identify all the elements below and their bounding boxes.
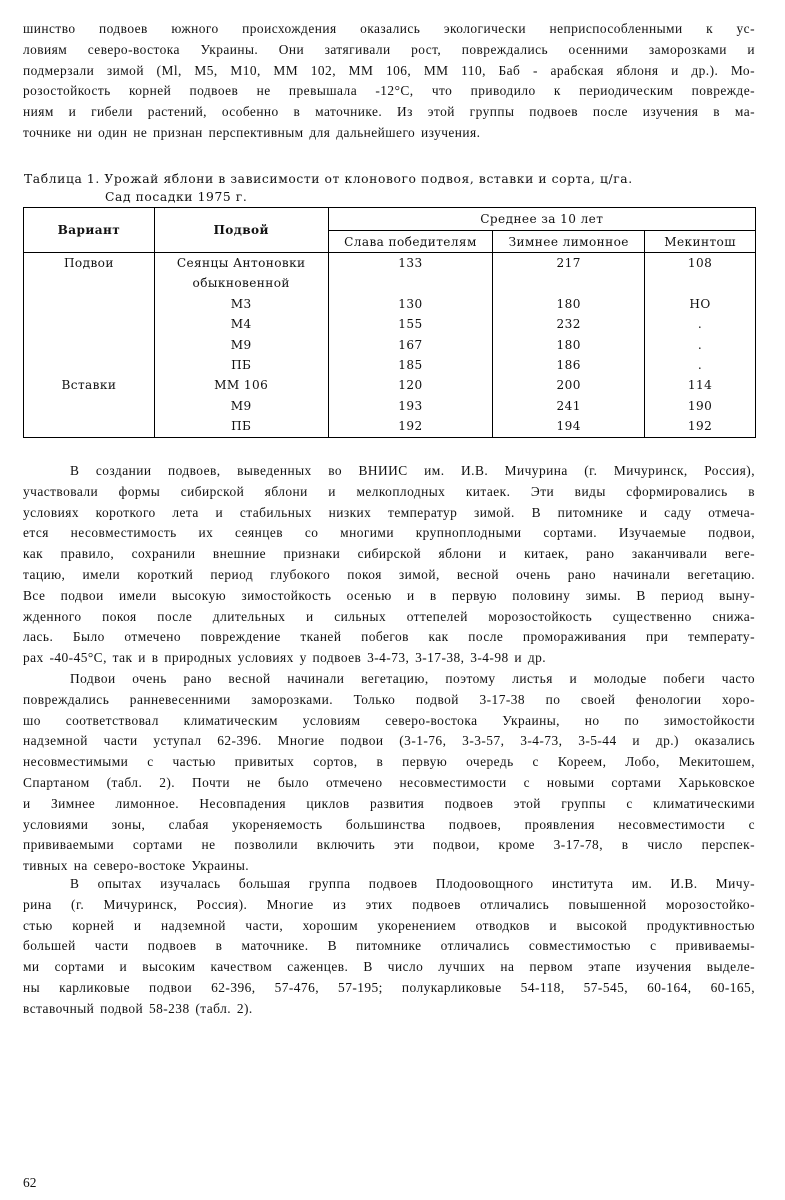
table-row: [24, 314, 756, 334]
cell-rootstock: ПБ: [154, 355, 328, 375]
table-row: [24, 273, 756, 293]
text-line: подмерзали зимой (Ml, M5, M10, MM 102, MM 106, MM 110, Баб - арабская яблоня и др.). Мо-: [23, 62, 755, 78]
cell-mekintosh: .: [645, 335, 756, 355]
cell-variant: [24, 335, 155, 355]
cell-rootstock: Сеянцы Антоновки: [154, 253, 328, 274]
cell-rootstock: ММ 106: [154, 375, 328, 395]
table-row: [24, 253, 756, 274]
text-line: В создании подвоев, выведенных во ВНИИС им. И.В. Мичурина (г. Мичуринск, Россия),: [70, 463, 755, 478]
text-line: надземной части уступал 62-396. Многие подвои (3-1-76, 3-3-57, 3-4-73, 3-5-44 и др.) оказались: [23, 733, 755, 749]
text-line: ловиям северо-востока Украины. Они затягивали рост, повреждались осенними заморозками и: [23, 41, 755, 57]
text-line: условиях короткого лета и стабильных низких температур зимой. В питомнике и саду отмеча-: [23, 504, 755, 520]
page-number: 62: [23, 1175, 37, 1190]
cell-slava: 120: [328, 375, 493, 395]
cell-mekintosh: 108: [645, 253, 756, 274]
text-line: рах -40-45°С, так и в природных условиях у подвоев 3-4-73, 3-17-38, 3-4-98 и др.: [23, 650, 547, 666]
table-row: [24, 416, 756, 437]
cell-slava: 130: [328, 294, 493, 314]
table-row: [24, 335, 756, 355]
cell-variant: [24, 273, 155, 293]
text-line: рина (г. Мичуринск, Россия). Многие из этих подвоев отличались повышенной морозостойко-: [23, 896, 755, 912]
table-caption: Таблица 1. Урожай яблони в зависимости от клонового подвоя, вставки и сорта, ц/га.: [24, 172, 633, 186]
text-line: Подвои очень рано весной начинали вегетацию, поэтому листья и молодые побеги часто: [70, 671, 755, 686]
text-line: ниям и гибели растений, особенно в маточнике. Из этой группы подвоев после изучения в ма-: [23, 104, 755, 120]
header-zimnee: Зимнее лимонное: [493, 231, 645, 253]
cell-slava: 167: [328, 335, 493, 355]
cell-zimnee: 194: [493, 416, 645, 437]
cell-zimnee: [493, 273, 645, 293]
cell-mekintosh: 192: [645, 416, 756, 437]
cell-slava: 193: [328, 396, 493, 416]
cell-rootstock: обыкновенной: [154, 273, 328, 293]
cell-zimnee: 180: [493, 335, 645, 355]
cell-variant: [24, 294, 155, 314]
table-subcaption: Сад посадки 1975 г.: [105, 190, 248, 204]
cell-mekintosh: .: [645, 314, 756, 334]
text-line: розостойкость корней подвоев не превышала -12°С, что приводило к периодическим поврежде-: [23, 83, 755, 99]
text-line: точнике ни один не признан перспективным для дальнейшего изучения.: [23, 124, 481, 140]
header-variant: Вариант: [24, 208, 155, 253]
cell-variant: Подвои: [24, 253, 155, 274]
header-group-10yr-average: Среднее за 10 лет: [328, 208, 755, 231]
cell-variant: [24, 314, 155, 334]
paragraph-vniis-rootstocks: [23, 461, 755, 669]
cell-mekintosh: НО: [645, 294, 756, 314]
text-line: тацию, имели короткий период глубокого покоя зимой, весной очень рано начинали вегетацию.: [23, 566, 755, 582]
text-line: шинство подвоев южного происхождения оказались экологически неприспособленными к ус-: [23, 21, 755, 36]
cell-rootstock: ПБ: [154, 416, 328, 437]
table-row: [24, 355, 756, 375]
cell-variant: [24, 396, 155, 416]
cell-variant: Вставки: [24, 375, 155, 395]
table-row: [24, 375, 756, 395]
cell-zimnee: 241: [493, 396, 645, 416]
text-line: ны карликовые подвои 62-396, 57-476, 57-195; полукарликовые 54-118, 57-545, 60-164, 60-165,: [23, 979, 755, 995]
cell-slava: 192: [328, 416, 493, 437]
header-mekintosh: Мекинтош: [645, 231, 756, 253]
text-line: несовместимыми с частью привитых сортов, в первую очередь с Кореем, Лобо, Мекитошем,: [23, 754, 755, 770]
cell-slava: [328, 273, 493, 293]
text-line: Все подвои имели высокую зимостойкость осенью и в первую половину зимы. В период выну-: [23, 587, 755, 603]
text-line: участвовали формы сибирской яблони и мелкоплодных китаек. Эти виды сформировались в: [23, 483, 755, 499]
cell-zimnee: 217: [493, 253, 645, 274]
table-row: [24, 396, 756, 416]
cell-mekintosh: 190: [645, 396, 756, 416]
cell-slava: 133: [328, 253, 493, 274]
paragraph-michurin-institute: [23, 874, 755, 1020]
cell-zimnee: 232: [493, 314, 645, 334]
cell-rootstock: М9: [154, 335, 328, 355]
cell-slava: 185: [328, 355, 493, 375]
paragraph-early-vegetation: [23, 669, 755, 877]
cell-slava: 155: [328, 314, 493, 334]
text-line: большей части подвоев в маточнике. В питомнике отличались совместимостью с прививаемы-: [23, 938, 755, 954]
text-line: жденного покоя после длительных и сильных оттепелей морозостойкость существенно снижа-: [23, 608, 755, 624]
cell-mekintosh: [645, 273, 756, 293]
cell-rootstock: М9: [154, 396, 328, 416]
cell-rootstock: М4: [154, 314, 328, 334]
text-line: Спартаном (табл. 2). Почти не было отмечено несовместимости с новыми сортами Харьковское: [23, 774, 755, 790]
cell-rootstock: М3: [154, 294, 328, 314]
text-line: шо соответствовал климатическим условиям северо-востока Украины, но по зимостойкости: [23, 712, 755, 728]
text-line: лась. Было отмечено повреждение тканей побегов как после промораживания при температу-: [23, 629, 755, 645]
text-line: тивных на северо-востоке Украины.: [23, 858, 250, 874]
cell-variant: [24, 355, 155, 375]
intro-paragraph: [23, 19, 755, 144]
text-line: условиями зоны, слабая укореняемость большинства подвоев, проявления несовместимости с: [23, 816, 755, 832]
header-rootstock: Подвой: [154, 208, 328, 253]
text-line: и Зимнее лимонное. Несовпадения циклов развития подвоев этой группы с климатическими: [23, 795, 755, 811]
cell-variant: [24, 416, 155, 437]
cell-zimnee: 200: [493, 375, 645, 395]
text-line: как правило, сохранили внешние признаки сибирской яблони и китаек, рано заканчивали веге-: [23, 546, 755, 562]
cell-mekintosh: 114: [645, 375, 756, 395]
yield-table: [23, 207, 756, 438]
text-line: стью корней и надземной части, хорошим укоренением отводков и высокой продуктивностью: [23, 917, 755, 933]
text-line: прививаемыми сортами не позволили включить эти подвои, кроме 3-17-78, в число перспек-: [23, 837, 755, 853]
table-row: [24, 294, 756, 314]
cell-mekintosh: .: [645, 355, 756, 375]
text-line: В опытах изучалась большая группа подвоев Плодоовощного института им. И.В. Мичу-: [70, 876, 755, 891]
header-slava: Слава победителям: [328, 231, 493, 253]
text-line: повреждались ранневесенними заморозками. Только подвой 3-17-38 по своей фенологии хоро-: [23, 691, 755, 707]
cell-zimnee: 186: [493, 355, 645, 375]
cell-zimnee: 180: [493, 294, 645, 314]
text-line: вставочный подвой 58-238 (табл. 2).: [23, 1000, 253, 1016]
text-line: ми сортами и высоким качеством саженцев. В число лучших на первом этапе изучения выделе-: [23, 959, 755, 975]
text-line: ется несовместимость их сеянцев со многими крупноплодными сортами. Изучаемые подвои,: [23, 525, 755, 541]
